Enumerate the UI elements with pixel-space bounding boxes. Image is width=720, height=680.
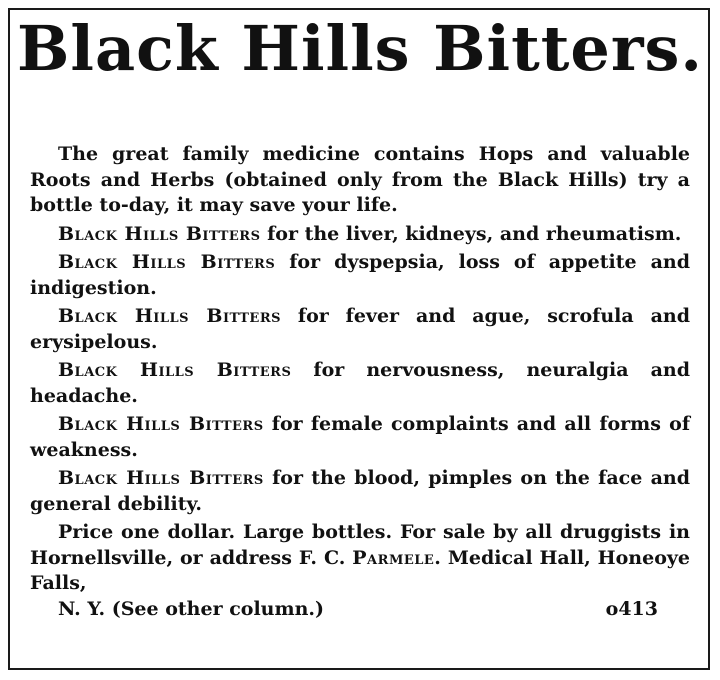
use-paragraph <box>30 412 690 463</box>
use-text: for dyspepsia, loss of appetite and indigestion. <box>30 251 690 299</box>
ad-headline: Black Hills Bitters. <box>17 12 703 85</box>
maker-name: Parmele <box>352 546 435 569</box>
intro-paragraph: The great family medicine contains Hops and valuable Roots and Herbs (obtained only from the Black Hills) try a bottle to-day, it may save your life. <box>30 143 690 216</box>
footer-line <box>30 597 690 623</box>
product-name: Black Hills Bitters <box>58 222 261 245</box>
use-paragraph <box>30 304 690 355</box>
use-text: for female complaints and all forms of weakness. <box>30 413 690 461</box>
use-text: for nervousness, neuralgia and headache. <box>30 359 690 407</box>
use-paragraph <box>30 222 690 248</box>
product-name: Black Hills Bitters <box>58 305 282 327</box>
closing-lead: Price one dollar. Large bottles. For sale by all druggists in Hornellsville, or address F. C. <box>30 521 690 569</box>
use-paragraph <box>30 250 690 301</box>
use-paragraph <box>30 466 690 517</box>
closing-tail: . Medical Hall, Honeoye Falls, <box>30 546 690 594</box>
use-text: for fever and ague, scrofula and erysipelous. <box>30 305 690 353</box>
product-name: Black Hills Bitters <box>58 251 276 273</box>
use-text: for the blood, pimples on the face and general debility. <box>30 467 690 515</box>
closing-paragraph <box>30 520 690 622</box>
closing-last: N. Y. (See other column.) <box>58 597 324 620</box>
product-name: Black Hills Bitters <box>58 467 264 489</box>
product-name: Black Hills Bitters <box>58 413 264 435</box>
use-paragraph <box>30 358 690 409</box>
use-text: for the liver, kidneys, and rheumatism. <box>260 222 682 245</box>
ad-body <box>30 142 690 622</box>
ad-code: o413 <box>605 597 658 620</box>
product-name: Black Hills Bitters <box>58 359 292 381</box>
